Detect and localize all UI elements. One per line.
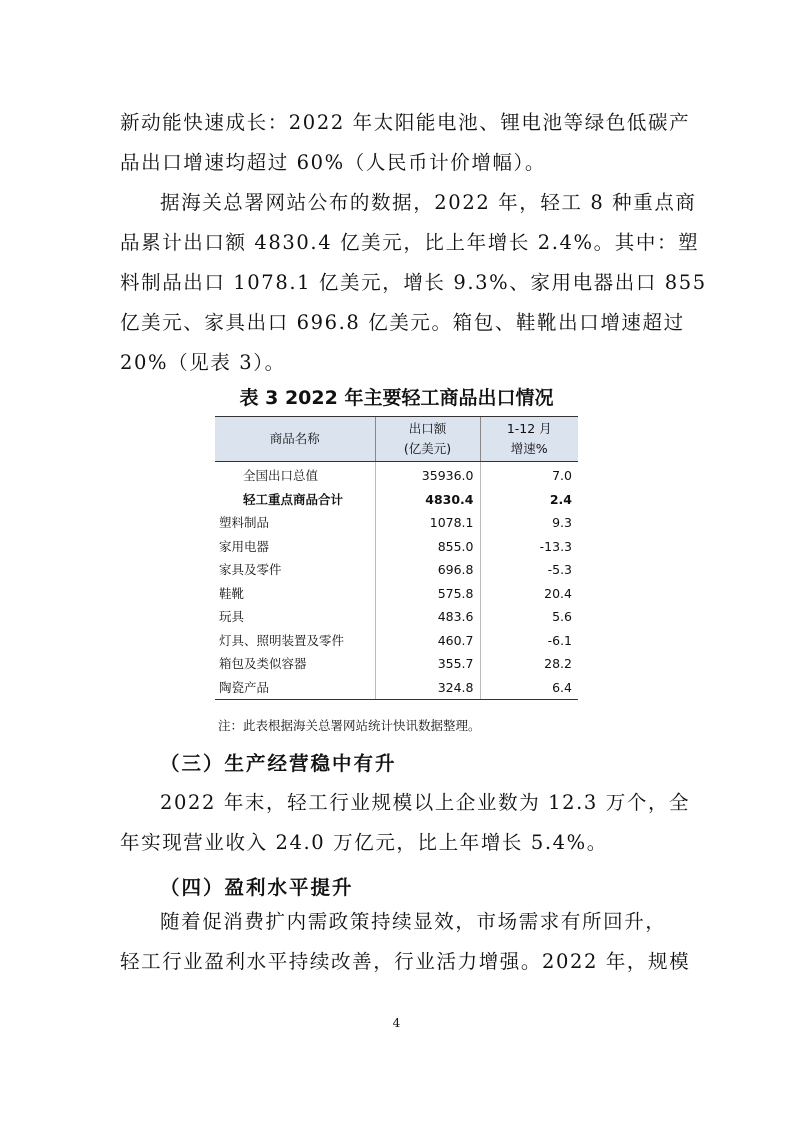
- row-value: 855.0: [375, 535, 480, 559]
- export-table: [215, 416, 578, 700]
- table-row: [215, 488, 578, 512]
- row-value: 460.7: [375, 629, 480, 653]
- row-name: 塑料制品: [219, 515, 270, 530]
- table-row: [215, 462, 578, 488]
- column-header-growth-line1: 1-12 月: [506, 421, 552, 436]
- column-header-value-line1: 出口额: [408, 421, 447, 436]
- row-name: 轻工重点商品合计: [243, 491, 344, 507]
- row-growth: 28.2: [480, 652, 578, 676]
- section-heading: （四）盈利水平提升: [160, 876, 354, 899]
- row-value: 4830.4: [375, 488, 480, 512]
- row-name: 灯具、照明装置及零件: [219, 632, 345, 648]
- column-header-value: [375, 417, 480, 462]
- row-name: 家用电器: [219, 538, 270, 554]
- paragraph-line: 品出口增速均超过 60%（人民币计价增幅）。: [120, 151, 546, 174]
- row-growth: 9.3: [480, 511, 578, 535]
- row-growth: 6.4: [480, 676, 578, 700]
- row-value: 575.8: [375, 582, 480, 606]
- row-growth: -5.3: [480, 558, 578, 582]
- row-value: 35936.0: [375, 462, 480, 488]
- table-row: [215, 629, 578, 653]
- row-value: 355.7: [375, 652, 480, 676]
- column-header-name: 商品名称: [215, 417, 375, 462]
- row-name: 家具及零件: [219, 562, 282, 577]
- row-growth: -13.3: [480, 535, 578, 559]
- table-row: [215, 535, 578, 559]
- paragraph-line: 20%（见表 3）。: [120, 351, 286, 374]
- row-value: 696.8: [375, 558, 480, 582]
- row-name: 玩具: [219, 609, 245, 624]
- row-name: 箱包及类似容器: [219, 656, 307, 671]
- row-name: 鞋靴: [219, 585, 245, 601]
- column-header-value-line2: (亿美元): [403, 441, 452, 456]
- row-value: 324.8: [375, 676, 480, 700]
- row-name: 全国出口总值: [243, 468, 319, 483]
- row-name: 陶瓷产品: [215, 676, 375, 700]
- column-header-growth: [480, 417, 578, 462]
- section-heading: （三）生产经营稳中有升: [160, 752, 397, 775]
- table-note: 注：此表根据海关总署网站统计快讯数据整理。: [218, 718, 481, 733]
- row-growth: -6.1: [480, 629, 578, 653]
- row-growth: 5.6: [480, 605, 578, 629]
- paragraph-line: 年实现营业收入 24.0 万亿元，比上年增长 5.4%。: [120, 831, 608, 854]
- table-row: [215, 558, 578, 582]
- page-number: 4: [392, 1016, 401, 1030]
- paragraph-line: 随着促消费扩内需政策持续显效，市场需求有所回升，: [160, 910, 667, 933]
- paragraph-line: 2022 年末，轻工行业规模以上企业数为 12.3 万个，全: [160, 791, 691, 814]
- table-row: [215, 676, 578, 700]
- table-row: [215, 511, 578, 535]
- paragraph-line: 料制品出口 1078.1 亿美元，增长 9.3%、家用电器出口 855: [120, 271, 707, 294]
- paragraph-line: 轻工行业盈利水平持续改善，行业活力增强。2022 年，规模: [120, 950, 691, 973]
- row-value: 483.6: [375, 605, 480, 629]
- table-title: 表 3 2022 年主要轻工商品出口情况: [239, 387, 554, 409]
- table-row: [215, 652, 578, 676]
- row-growth: 7.0: [480, 462, 578, 488]
- paragraph-line: 新动能快速成长：2022 年太阳能电池、锂电池等绿色低碳产: [120, 111, 691, 134]
- table-row: [215, 605, 578, 629]
- row-growth: 2.4: [480, 488, 578, 512]
- paragraph-line: 据海关总署网站公布的数据，2022 年，轻工 8 种重点商: [160, 191, 697, 214]
- column-header-growth-line2: 增速%: [510, 441, 548, 456]
- row-value: 1078.1: [375, 511, 480, 535]
- row-growth: 20.4: [480, 582, 578, 606]
- table-row: [215, 582, 578, 606]
- paragraph-line: 亿美元、家具出口 696.8 亿美元。箱包、鞋靴出口增速超过: [120, 311, 685, 334]
- paragraph-line: 品累计出口额 4830.4 亿美元，比上年增长 2.4%。其中：塑: [120, 231, 700, 254]
